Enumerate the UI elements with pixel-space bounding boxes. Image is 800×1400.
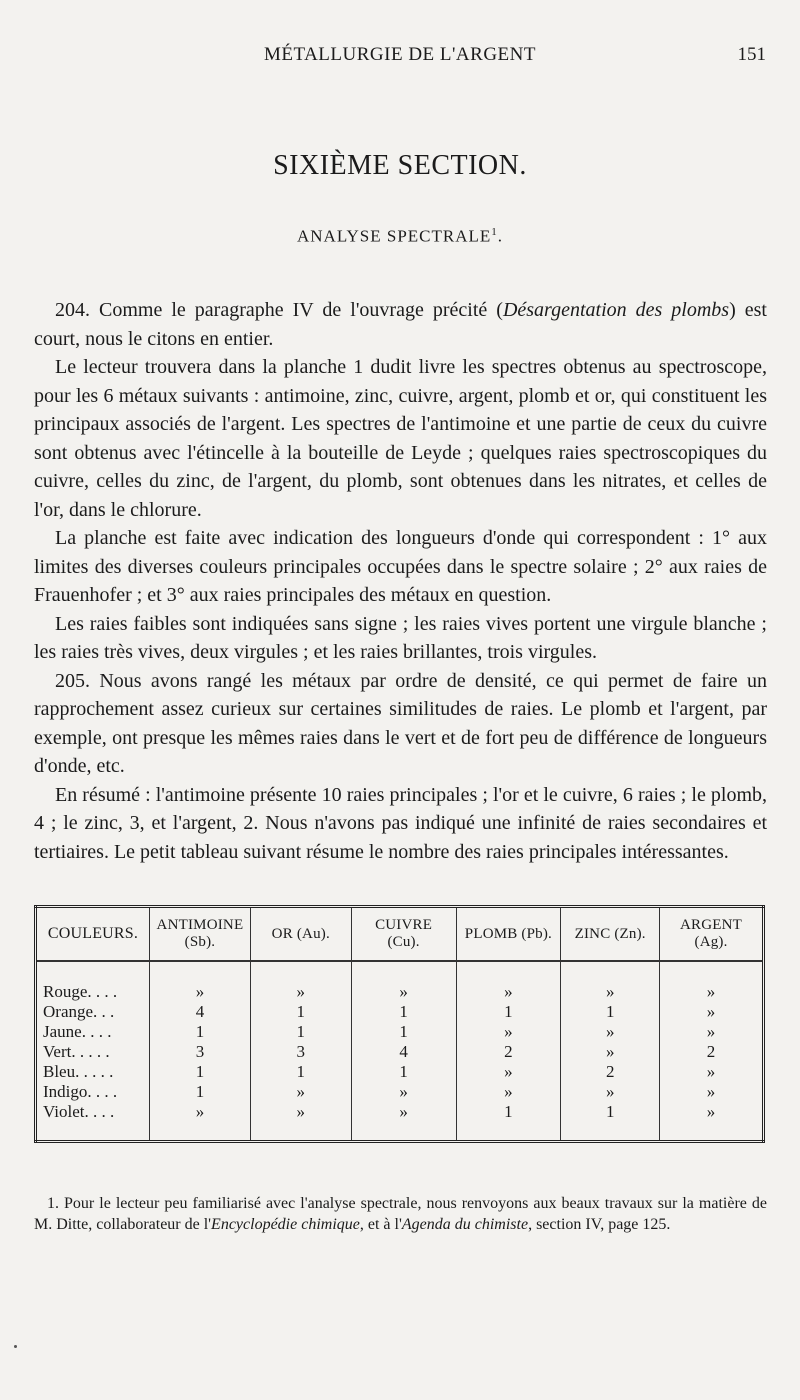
column-header-zinc: ZINC (Zn). (561, 907, 660, 962)
colour-cell: Violet. . . . (36, 1102, 150, 1142)
count-cell: 1 (250, 1022, 351, 1042)
column-header-cuivre: CUIVRE (Cu). (351, 907, 456, 962)
footnote-work-title: Agenda du chimiste (401, 1216, 529, 1233)
colour-cell: Indigo. . . . (36, 1082, 150, 1102)
count-cell: » (351, 961, 456, 1002)
paragraph-text: ) est court, nous le citons en entier. (34, 299, 767, 350)
paragraph-number: 204. (55, 299, 90, 321)
table-header (36, 907, 764, 962)
column-header-or: OR (Au). (250, 907, 351, 962)
count-cell: » (660, 1082, 764, 1102)
table-row (36, 1062, 764, 1082)
table-row (36, 961, 764, 1002)
colour-cell: Orange. . . (36, 1002, 150, 1022)
table-row (36, 1102, 764, 1142)
table-header-row (36, 907, 764, 962)
paragraph-raies: Les raies faibles sont indiquées sans signe ; les raies vives portent une virgule blanche ; les raies très vives, deux virgules ; et les raies brillantes, trois virgules. (34, 612, 767, 663)
count-cell: » (351, 1102, 456, 1142)
count-cell: » (456, 1082, 561, 1102)
spectral-lines-table (34, 905, 765, 1143)
count-cell: 3 (250, 1042, 351, 1062)
running-title: MÉTALLURGIE DE L'ARGENT (264, 44, 536, 65)
count-cell: 2 (561, 1062, 660, 1082)
count-cell: » (660, 1002, 764, 1022)
count-cell: » (561, 1022, 660, 1042)
count-cell: » (149, 1102, 250, 1142)
count-cell: » (351, 1082, 456, 1102)
table-row (36, 1082, 764, 1102)
count-cell: » (250, 961, 351, 1002)
count-cell: 1 (250, 1062, 351, 1082)
count-cell: 1 (456, 1102, 561, 1142)
footnote-marker: 1. (47, 1195, 59, 1212)
ink-speck (14, 1345, 17, 1348)
column-header-antimoine: ANTIMOINE (Sb). (149, 907, 250, 962)
count-cell: 1 (456, 1002, 561, 1022)
paragraph-204 (34, 296, 767, 353)
colour-cell: Rouge. . . . (36, 961, 150, 1002)
paragraph-text: Comme le paragraphe IV de l'ouvrage précité ( (90, 299, 503, 321)
count-cell: » (660, 961, 764, 1002)
section-title: SIXIÈME SECTION. (273, 150, 527, 181)
table-row (36, 1022, 764, 1042)
count-cell: » (561, 1042, 660, 1062)
footnote-reference: 1 (491, 226, 498, 238)
footnote-part: , section IV, page 125. (528, 1216, 671, 1233)
footnote (34, 1193, 767, 1235)
paragraph-205: 205. Nous avons rangé les métaux par ordre de densité, ce qui permet de faire un rapprochement assez curieux sur certaines similitudes de raies. Le plomb et l'argent, par exemple, ont presque les mêmes raies dans le vert et de fort peu de différence de longueurs d'onde, etc. (34, 669, 767, 777)
count-cell: 1 (351, 1062, 456, 1082)
count-cell: » (149, 961, 250, 1002)
count-cell: 1 (351, 1022, 456, 1042)
count-cell: 1 (149, 1082, 250, 1102)
count-cell: » (456, 1022, 561, 1042)
column-header-argent: ARGENT (Ag). (660, 907, 764, 962)
subsection-title-text: ANALYSE SPECTRALE (296, 226, 492, 246)
colour-cell: Vert. . . . . (36, 1042, 150, 1062)
count-cell: 1 (250, 1002, 351, 1022)
footnote-text (34, 1193, 767, 1235)
count-cell: 1 (561, 1102, 660, 1142)
count-cell: 1 (561, 1002, 660, 1022)
paragraph-planche: Le lecteur trouvera dans la planche 1 dudit livre les spectres obtenus au spectroscope, pour les 6 métaux suivants : antimoine, zinc, cuivre, argent, plomb et or, qui constituent les principaux associés de l'argent. Les spectres de l'antimoine et une partie de ceux du cuivre sont obtenus avec l'étincelle à la bouteille de Leyde ; quelques raies spectroscopiques du cuivre, celles du zinc, de l'argent, du plomb, sont obtenues dans les nitrates, et celles de l'or, dans le chlorure. (34, 356, 767, 521)
count-cell: 1 (351, 1002, 456, 1022)
count-cell: 2 (456, 1042, 561, 1062)
count-cell: 3 (149, 1042, 250, 1062)
count-cell: » (660, 1062, 764, 1082)
colour-cell: Jaune. . . . (36, 1022, 150, 1042)
column-header-couleurs: COULEURS. (36, 907, 150, 962)
book-title: Désargentation des plombs (502, 299, 730, 321)
count-cell: » (561, 1082, 660, 1102)
count-cell: » (660, 1022, 764, 1042)
count-cell: » (250, 1082, 351, 1102)
count-cell: 1 (149, 1022, 250, 1042)
running-head (0, 44, 800, 72)
colour-cell: Bleu. . . . . (36, 1062, 150, 1082)
table-body (36, 961, 764, 1142)
footnote-work-title: Encyclopédie chimique (211, 1216, 360, 1233)
table-row (36, 1002, 764, 1022)
count-cell: 4 (149, 1002, 250, 1022)
count-cell: » (456, 1062, 561, 1082)
table-row (36, 1042, 764, 1062)
count-cell: 4 (351, 1042, 456, 1062)
footnote-part: Pour le lecteur peu familiarisé avec l'analyse spectrale, nous renvoyons aux beaux travaux sur la matière de M. Ditte, collaborateur de l' (34, 1195, 767, 1233)
count-cell: 2 (660, 1042, 764, 1062)
count-cell: » (250, 1102, 351, 1142)
column-header-plomb: PLOMB (Pb). (456, 907, 561, 962)
count-cell: » (456, 961, 561, 1002)
footnote-part: , et à l' (359, 1216, 402, 1233)
paragraph-resume: En résumé : l'antimoine présente 10 raies principales ; l'or et le cuivre, 6 raies ; le plomb, 4 ; le zinc, 3, et l'argent, 2. Nous n'avons pas indiqué une infinité de raies secondaires et tertiaires. Le petit tableau suivant résume le nombre des raies principales intéressantes. (34, 783, 767, 863)
count-cell: » (660, 1102, 764, 1142)
count-cell: » (561, 961, 660, 1002)
subsection-title-end: . (497, 226, 504, 246)
subsection-title (0, 226, 800, 247)
body-text (34, 296, 767, 866)
count-cell: 1 (149, 1062, 250, 1082)
paragraph-longueurs-onde: La planche est faite avec indication des longueurs d'onde qui correspondent : 1° aux limites des diverses couleurs principales occupées dans le spectre solaire ; 2° aux raies de Frauenhofer ; et 3° aux raies principales des métaux en question. (34, 527, 767, 606)
page-number: 151 (737, 44, 766, 65)
